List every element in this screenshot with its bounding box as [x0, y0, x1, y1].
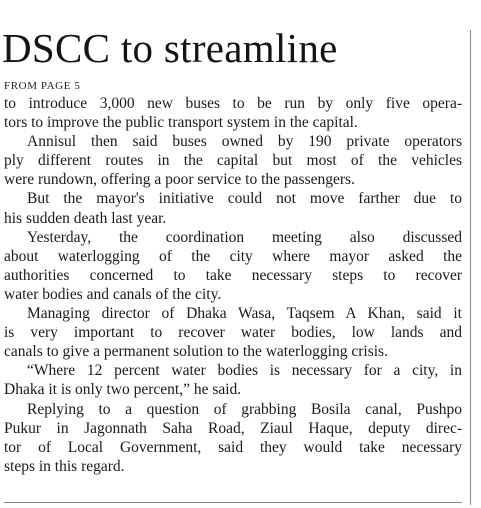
body-line: water bodies and canals of the city. — [4, 285, 222, 303]
body-line: Managing director of Dhaka Wasa, Taqsem A Khan, said it — [27, 305, 462, 323]
body-line: about waterlogging of the city where mayor asked the — [4, 247, 462, 265]
body-line: is very important to recover water bodies, low lands and — [4, 324, 462, 342]
body-line: were rundown, offering a poor service to the passengers. — [4, 171, 355, 189]
body-line: steps in this regard. — [4, 457, 125, 475]
bottom-rule — [4, 502, 462, 503]
body-line: authorities concerned to take necessary steps to recover — [4, 266, 462, 284]
body-line: to introduce 3,000 new buses to be run by only five opera- — [4, 95, 462, 112]
body-line: his sudden death last year. — [4, 209, 167, 227]
continued-from-label: FROM PAGE 5 — [4, 80, 81, 92]
body-line: canals to give a permanent solution to the waterlogging crisis. — [4, 343, 388, 361]
column-rule — [470, 30, 471, 505]
body-line: tor of Local Government, said they would take necessary — [4, 438, 462, 456]
body-line: Replying to a question of grabbing Bosila canal, Pushpo — [27, 400, 462, 418]
body-line: Dhaka it is only two percent,” he said. — [4, 381, 242, 399]
body-line: “Where 12 percent water bodies is necessary for a city, in — [27, 362, 462, 380]
article-body — [4, 94, 462, 476]
body-line: Yesterday, the coordination meeting also discussed — [27, 228, 462, 246]
body-line: Pukur in Jagonnath Saha Road, Ziaul Haque, deputy direc- — [4, 419, 462, 437]
body-line: tors to improve the public transport system in the capital. — [4, 114, 358, 132]
body-line: ply different routes in the capital but most of the vehicles — [4, 152, 462, 170]
headline: DSCC to streamline — [2, 25, 338, 71]
body-line: Annisul then said buses owned by 190 private operators — [27, 133, 462, 151]
body-line: But the mayor's initiative could not move farther due to — [27, 190, 462, 208]
